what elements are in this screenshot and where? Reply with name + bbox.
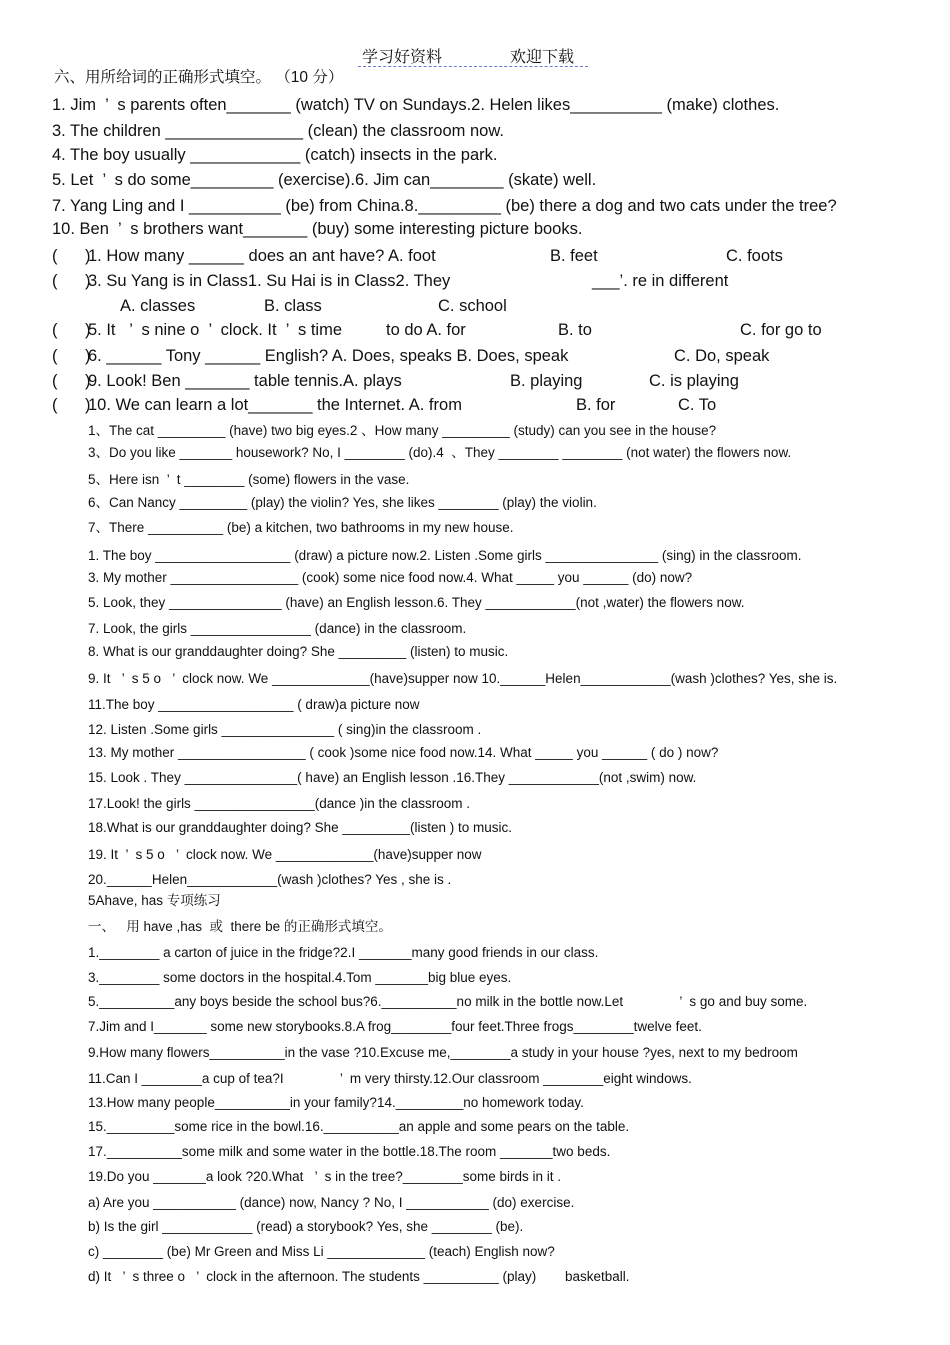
mc-option-c: C. is playing	[649, 372, 739, 390]
mc-option-b: B. to	[558, 321, 592, 339]
exercise-line: 5.__________any boys beside the school bus?6.__________no milk in the bottle now.Let ’ s go and buy some.	[88, 994, 808, 1009]
exercise-line: 8. What is our granddaughter doing? She _________ (listen) to music.	[88, 644, 509, 659]
exercise-line: 7.Jim and I_______ some new storybooks.8.A frog________four feet.Three frogs________twelve feet.	[88, 1019, 702, 1034]
exercise-line: 1.________ a carton of juice in the fridge?2.I _______many good friends in our class.	[88, 945, 599, 960]
exercise-line: a) Are you ___________ (dance) now, Nancy ? No, I ___________ (do) exercise.	[88, 1195, 575, 1210]
section-title: 六、用所给词的正确形式填空。 （10 分）	[54, 69, 344, 86]
exercise-line: 15. Look . They _______________( have) an English lesson .16.They ____________(not ,swim) now.	[88, 770, 697, 785]
exercise-line: 12. Listen .Some girls _______________ ( sing)in the classroom .	[88, 722, 482, 737]
mc-question-stem: 1. How many ______ does an ant have? A. foot	[88, 247, 436, 265]
answer-bracket: ( )	[52, 272, 91, 290]
section-title: 一、 用 have ,has 或 there be 的正确形式填空。	[88, 919, 392, 934]
exercise-line: 18.What is our granddaughter doing? She _________(listen ) to music.	[88, 820, 513, 835]
exercise-line: 7. Yang Ling and I __________ (be) from China.8._________ (be) there a dog and two cats under the tree?	[52, 197, 837, 215]
mc-option-c: C. for go to	[740, 321, 822, 339]
exercise-line: 1、The cat _________ (have) two big eyes.2 、How many _________ (study) can you see in the house?	[88, 423, 717, 438]
exercise-line: 3、Do you like _______ housework? No, I ________ (do).4 、They ________ ________ (not water) the flowers now.	[88, 445, 792, 460]
exercise-line: 7、There __________ (be) a kitchen, two bathrooms in my new house.	[88, 520, 514, 535]
mc-option-b: B. feet	[550, 247, 598, 265]
exercise-line: 11.Can I ________a cup of tea?I ’ m very thirsty.12.Our classroom ________eight windows.	[88, 1071, 692, 1086]
exercise-line: 5、Here isn ’ t ________ (some) flowers in the vase.	[88, 472, 410, 487]
mc-option-a-overlay: to do A. for	[386, 321, 466, 339]
exercise-line: 20.______Helen____________(wash )clothes? Yes , she is .	[88, 872, 452, 887]
header-left-text: 学习好资料	[362, 49, 443, 66]
mc-question-stem-cont: ___’. re in different	[592, 272, 729, 290]
exercise-line: 1. Jim ’ s parents often_______ (watch) TV on Sundays.2. Helen likes__________ (make) clothes.	[52, 96, 780, 114]
exercise-line: 3. The children _______________ (clean) the classroom now.	[52, 122, 504, 140]
answer-bracket: ( )	[52, 396, 91, 414]
exercise-line: 5. Look, they _______________ (have) an English lesson.6. They ____________(not ,water) the flowers now.	[88, 595, 745, 610]
header-right-text: 欢迎下载	[510, 49, 575, 66]
mc-question-stem: 5. It ’ s nine o ’ clock. It ’ s time	[88, 321, 342, 339]
mc-option-c: C. school	[438, 297, 507, 315]
answer-bracket: ( )	[52, 372, 91, 390]
exercise-line: 1. The boy __________________ (draw) a picture now.2. Listen .Some girls _______________ (sing) in the classroom.	[88, 548, 802, 563]
exercise-line: 10. Ben ’ s brothers want_______ (buy) some interesting picture books.	[52, 220, 583, 238]
exercise-line: 17.__________some milk and some water in the bottle.18.The room _______two beds.	[88, 1144, 611, 1159]
mc-option-b: B. class	[264, 297, 322, 315]
exercise-line: 17.Look! the girls ________________(dance )in the classroom .	[88, 796, 471, 811]
exercise-line: 11.The boy __________________ ( draw)a picture now	[88, 697, 420, 712]
mc-option-a: A. classes	[120, 297, 196, 315]
mc-option-b: B. playing	[510, 372, 583, 390]
answer-bracket: ( )	[52, 247, 91, 265]
exercise-line: 7. Look, the girls ________________ (dance) in the classroom.	[88, 621, 467, 636]
mc-option-c: C. foots	[726, 247, 783, 265]
exercise-line: 15._________some rice in the bowl.16.__________an apple and some pears on the table.	[88, 1119, 630, 1134]
exercise-line: c) ________ (be) Mr Green and Miss Li _____________ (teach) English now?	[88, 1244, 555, 1259]
exercise-line: 9. It ’ s 5 o ’ clock now. We _____________(have)supper now 10.______Helen____________(wash )clothes? Yes, she is.	[88, 671, 838, 686]
exercise-line: 6、Can Nancy _________ (play) the violin? Yes, she likes ________ (play) the violin.	[88, 495, 597, 510]
mc-option-b: B. for	[576, 396, 616, 414]
exercise-line: b) Is the girl ____________ (read) a storybook? Yes, she ________ (be).	[88, 1219, 524, 1234]
page-header	[358, 42, 588, 67]
mc-question-stem: 9. Look! Ben _______ table tennis.A. plays	[88, 372, 402, 390]
mc-option-c: C. Do, speak	[674, 347, 770, 365]
exercise-line: 19.Do you _______a look ?20.What ’ s in the tree?________some birds in it .	[88, 1169, 562, 1184]
mc-option-c: C. To	[678, 396, 717, 414]
exercise-line: 3.________ some doctors in the hospital.4.Tom _______big blue eyes.	[88, 970, 512, 985]
answer-bracket: ( )	[52, 321, 91, 339]
answer-bracket: ( )	[52, 347, 91, 365]
section-label: 5Ahave, has 专项练习	[88, 893, 221, 908]
exercise-line: d) It ’ s three o ’ clock in the afternoon. The students __________ (play)	[88, 1269, 537, 1284]
exercise-line: 13.How many people__________in your family?14._________no homework today.	[88, 1095, 584, 1110]
exercise-line: 13. My mother _________________ ( cook )some nice food now.14. What _____ you ______ ( do ) now?	[88, 745, 719, 760]
exercise-line-overlay: basketball.	[565, 1269, 630, 1284]
exercise-line: 19. It ’ s 5 o ’ clock now. We _____________(have)supper now	[88, 847, 482, 862]
exercise-line: 9.How many flowers__________in the vase ?10.Excuse me,________a study in your house ?yes, next to my bedroom	[88, 1045, 798, 1060]
exercise-line: 4. The boy usually ____________ (catch) insects in the park.	[52, 146, 498, 164]
mc-question-stem: 3. Su Yang is in Class1. Su Hai is in Class2. They	[88, 272, 451, 290]
exercise-line: 3. My mother _________________ (cook) some nice food now.4. What _____ you ______ (do) now?	[88, 570, 693, 585]
mc-question-stem: 6. ______ Tony ______ English? A. Does, speaks B. Does, speak	[88, 347, 569, 365]
mc-question-stem: 10. We can learn a lot_______ the Internet. A. from	[88, 396, 462, 414]
exercise-line: 5. Let ’ s do some_________ (exercise).6. Jim can________ (skate) well.	[52, 171, 597, 189]
